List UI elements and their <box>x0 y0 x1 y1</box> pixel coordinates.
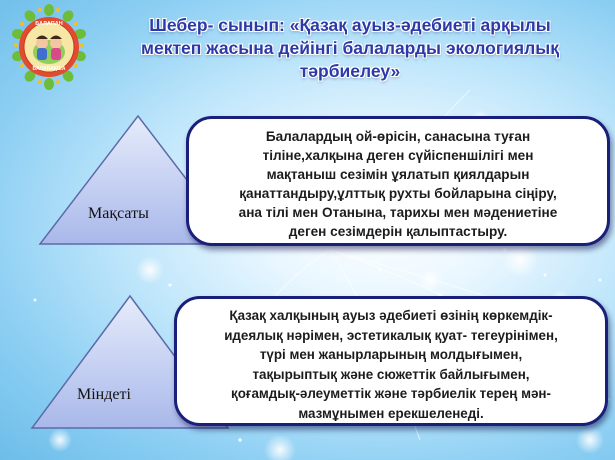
goal-line: ана тілі мен Отанына, тарихы мен мәдениетіне <box>238 205 558 220</box>
task-line: тақырыптық және сюжеттік байлығымен, <box>252 366 530 382</box>
task-line: түрі мен жанырларының молдығымен, <box>259 347 523 363</box>
kindergarten-logo <box>10 4 88 90</box>
title-line: тәрбиелеу» <box>299 61 401 81</box>
task-text-box <box>174 296 608 426</box>
goal-line: қанаттандыру,ұлттық рухты бойларына сіңіру, <box>239 186 557 201</box>
task-line: қоғамдық-әлеуметтік және тәрбиелік терең мән- <box>231 386 551 402</box>
task-line: идеялық нәрімен, эстетикалық қуат- тегеурінімен, <box>224 327 558 343</box>
logo-top-text: БАЛАПАН <box>35 21 63 27</box>
logo-bottom-text: БАЛАБАҚША <box>32 66 66 72</box>
task-line: Қазақ халқының ауыз әдебиеті өзінің көркемдік- <box>229 308 553 323</box>
task-line: мазмұнымен ерекшеленеді. <box>298 405 484 421</box>
task-label: Міндеті <box>77 386 131 403</box>
slide-title <box>95 14 605 83</box>
logo-emblem-icon <box>10 4 88 90</box>
goal-label: Мақсаты <box>88 205 149 222</box>
goal-line: Балалардың ой-өрісін, санасына туған <box>265 129 531 144</box>
goal-line: деген сезімдерін қалыптастыру. <box>288 224 508 239</box>
title-line: мектеп жасына дейінгі балаларды экологиялық <box>141 38 559 58</box>
goal-line: тіліне,халқына деген сүйіспеншілігі мен <box>262 148 534 163</box>
goal-text-box <box>186 116 610 246</box>
title-line: Шебер- сынып: «Қазақ ауыз-әдебиеті арқылы <box>149 15 551 35</box>
goal-line: мақтаныш сезімін ұялатып қиялдарын <box>266 167 530 182</box>
